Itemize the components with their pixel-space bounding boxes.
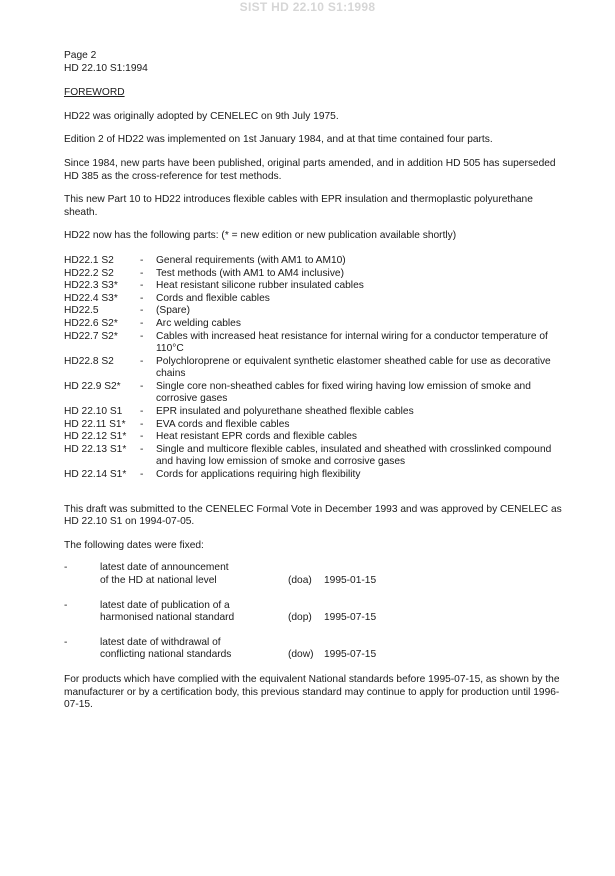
part-description: Heat resistant EPR cords and flexible cables: [156, 431, 358, 443]
part-code: HD 22.10 S1: [64, 406, 123, 418]
date-item: [64, 637, 569, 662]
parts-list: [64, 255, 569, 482]
part-code: HD22.7 S2*: [64, 330, 118, 342]
list-item: [64, 406, 569, 419]
part-description: Single core non-sheathed cables for fixed wiring having low emission of smoke and corrosive gases: [156, 380, 531, 405]
list-item: [64, 356, 569, 381]
part-dash: -: [140, 305, 144, 317]
paragraph-origin: HD22 was originally adopted by CENELEC on 9th July 1975.: [64, 110, 339, 122]
date-description-line1: latest date of withdrawal of: [100, 636, 221, 648]
dates-list: [64, 562, 569, 662]
paragraph-parts-intro: HD22 now has the following parts: (* = new edition or new publication available shortly): [64, 230, 457, 242]
list-item: [64, 268, 569, 281]
date-value: 1995-07-15: [324, 649, 377, 661]
date-description: [100, 637, 288, 662]
part-code: HD 22.9 S2*: [64, 380, 121, 392]
part-description: Cords and flexible cables: [156, 292, 270, 304]
paragraph-edition: Edition 2 of HD22 was implemented on 1st January 1984, and at that time contained four parts.: [64, 134, 493, 146]
part-code: HD22.6 S2*: [64, 317, 118, 329]
part-dash: -: [140, 380, 144, 392]
part-code: HD22.3 S3*: [64, 280, 118, 292]
part-dash: -: [140, 418, 144, 430]
part-code: HD 22.13 S1*: [64, 443, 127, 455]
part-description: Single and multicore flexible cables, insulated and sheathed with crosslinked compound and having low emission of smoke and corrosive gases: [156, 443, 552, 468]
part-description: Heat resistant silicone rubber insulated cables: [156, 280, 364, 292]
list-item: [64, 305, 569, 318]
foreword-heading: FOREWORD: [64, 87, 125, 99]
part-description: Cords for applications requiring high flexibility: [156, 469, 361, 481]
date-bullet: -: [64, 599, 68, 611]
paragraph-transition: For products which have complied with the equivalent National standards before 1995-07-15, as shown by the manufacturer or by a certification body, this previous standard may continue to apply for production until 1996-07-15.: [64, 673, 560, 711]
document-id: HD 22.10 S1:1994: [64, 62, 148, 74]
part-code: HD 22.12 S1*: [64, 431, 127, 443]
part-dash: -: [140, 280, 144, 292]
date-description-line1: latest date of publication of a: [100, 599, 230, 611]
part-dash: -: [140, 292, 144, 304]
date-value: 1995-01-15: [324, 575, 377, 586]
date-abbreviation: (dop): [288, 612, 312, 624]
paragraph-vote: This draft was submitted to the CENELEC Formal Vote in December 1993 and was approved by CENELEC as HD 22.10 S1 on 1994-07-05.: [64, 503, 562, 528]
part-code: HD22.2 S2: [64, 267, 114, 279]
part-dash: -: [140, 431, 144, 443]
part-code: HD22.4 S3*: [64, 292, 118, 304]
watermark: SIST HD 22.10 S1:1998: [239, 0, 376, 14]
part-dash: -: [140, 254, 144, 266]
list-item: [64, 419, 569, 432]
part-dash: -: [140, 406, 144, 418]
list-item: [64, 318, 569, 331]
date-value: 1995-07-15: [324, 612, 377, 624]
part-dash: -: [140, 317, 144, 329]
list-item: [64, 469, 569, 482]
list-item: [64, 331, 569, 356]
date-bullet: -: [64, 636, 68, 648]
list-item: [64, 293, 569, 306]
part-description: Polychloroprene or equivalent synthetic elastomer sheathed cable for use as decorative chains: [156, 355, 551, 380]
part-dash: -: [140, 267, 144, 279]
list-item: [64, 444, 569, 469]
part-description: Test methods (with AM1 to AM4 inclusive): [156, 267, 344, 279]
date-item: [64, 600, 569, 625]
date-item: [64, 562, 569, 587]
part-dash: -: [140, 443, 144, 455]
date-description-line1: latest date of announcement: [100, 562, 229, 574]
part-code: HD22.8 S2: [64, 355, 114, 367]
part-dash: -: [140, 330, 144, 342]
list-item: [64, 381, 569, 406]
date-description: [100, 562, 288, 587]
part-description: General requirements (with AM1 to AM10): [156, 254, 346, 266]
page-number: Page 2: [64, 50, 97, 61]
part-description: EVA cords and flexible cables: [156, 418, 290, 430]
part-description: Arc welding cables: [156, 317, 241, 329]
part-code: HD 22.14 S1*: [64, 469, 127, 481]
list-item: [64, 280, 569, 293]
part-code: HD22.5: [64, 305, 99, 317]
date-abbreviation: (dow): [288, 649, 314, 661]
date-description-line2: harmonised national standard: [100, 612, 235, 624]
part-code: HD 22.11 S1*: [64, 418, 126, 430]
paragraph-part10: This new Part 10 to HD22 introduces flexible cables with EPR insulation and thermoplastic polyurethane sheath.: [64, 194, 533, 218]
part-dash: -: [140, 469, 144, 481]
date-description: [100, 600, 288, 625]
date-description-line2: of the HD at national level: [100, 575, 217, 586]
paragraph-dates-intro: The following dates were fixed:: [64, 539, 204, 551]
part-description: Cables with increased heat resistance for internal wiring for a conductor temperature of 110°C: [156, 330, 548, 355]
paragraph-history: Since 1984, new parts have been published, original parts amended, and in addition HD 505 has superseded HD 385 as the cross-reference for test methods.: [64, 157, 556, 182]
part-dash: -: [140, 355, 144, 367]
date-abbreviation: (doa): [288, 575, 312, 586]
part-description: (Spare): [156, 305, 190, 317]
date-description-line2: conflicting national standards: [100, 649, 232, 661]
part-description: EPR insulated and polyurethane sheathed flexible cables: [156, 406, 414, 418]
part-code: HD22.1 S2: [64, 254, 114, 266]
list-item: [64, 255, 569, 268]
document-page: [64, 50, 569, 712]
list-item: [64, 431, 569, 444]
date-bullet: -: [64, 562, 68, 574]
